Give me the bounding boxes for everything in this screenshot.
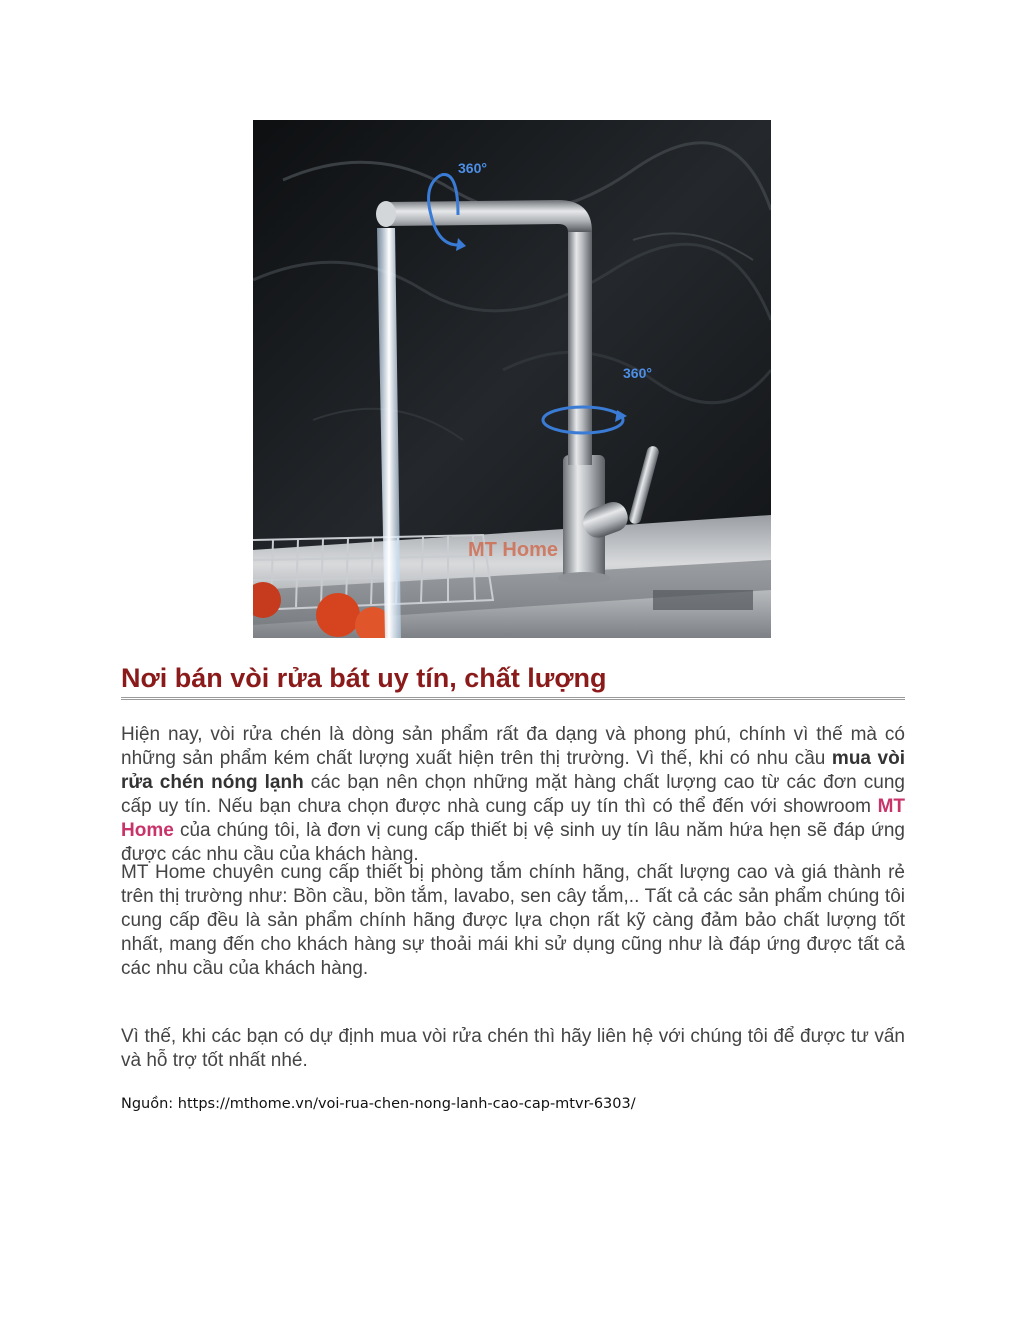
- heading-divider: [121, 697, 905, 700]
- product-photo: [253, 120, 771, 638]
- paragraph-contact: Vì thế, khi các bạn có dự định mua vòi rửa chén thì hãy liên hệ với chúng tôi để được tư vấn và hỗ trợ tốt nhất nhé.: [121, 1026, 905, 1071]
- faucet-illustration: [253, 120, 771, 638]
- brand-link[interactable]: MT Home: [121, 796, 905, 841]
- article-heading: Nơi bán vòi rửa bát uy tín, chất lượng: [121, 663, 607, 693]
- watermark-logo: MT Home: [468, 539, 558, 561]
- paragraph-intro: [121, 723, 905, 867]
- rotation-label-bottom: 360°: [623, 365, 652, 381]
- product-keyword: mua vòi rửa chén nóng lạnh: [121, 748, 905, 793]
- source-link[interactable]: Nguồn: https://mthome.vn/voi-rua-chen-nong-lanh-cao-cap-mtvr-6303/: [121, 1096, 636, 1112]
- intro-text-3: của chúng tôi, là đơn vị cung cấp thiết bị vệ sinh uy tín lâu năm hứa hẹn sẽ đáp ứng được các nhu cầu của khách hàng.: [121, 820, 905, 865]
- paragraph-products: MT Home chuyên cung cấp thiết bị phòng tắm chính hãng, chất lượng cao và giá thành rẻ trên thị trường như: Bồn cầu, bồn tắm, lavabo, sen cây tắm,.. Tất cả các sản phẩm chúng tôi cung cấp đều là sản phẩm chính hãng được lựa chọn rất kỹ càng đảm bảo chất lượng tốt nhất, mang đến cho khách hàng sự thoải mái khi sử dụng cũng như là đáp ứng được tất cả các nhu cầu của khách hàng.: [121, 862, 905, 979]
- rotation-label-top: 360°: [458, 160, 487, 176]
- intro-text-2: các bạn nên chọn những mặt hàng chất lượng cao từ các đơn cung cấp uy tín. Nếu bạn chưa chọn được nhà cung cấp uy tín thì có thể đến với showroom: [121, 772, 905, 817]
- intro-text-1: Hiện nay, vòi rửa chén là dòng sản phẩm rất đa dạng và phong phú, chính vì thế mà có những sản phẩm kém chất lượng xuất hiện trên thị trường. Vì thế, khi có nhu cầu: [121, 724, 905, 769]
